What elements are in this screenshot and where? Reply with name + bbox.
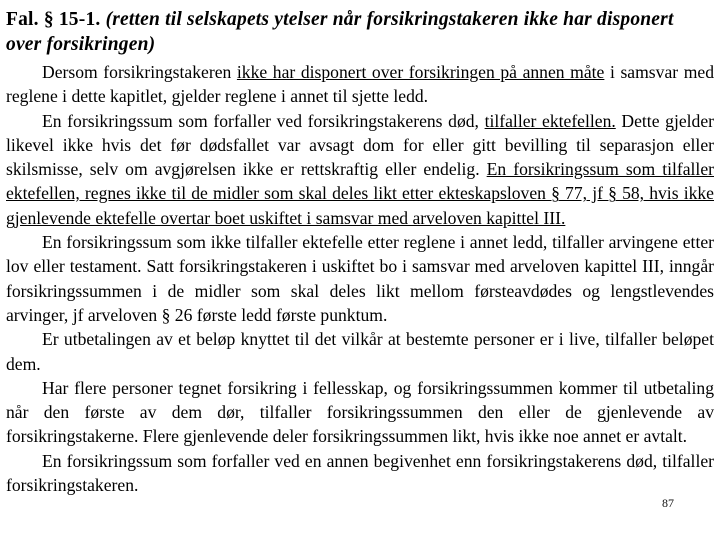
page-number: 87	[662, 496, 674, 510]
document-page	[6, 0, 714, 497]
section-number: Fal. § 15-1.	[6, 9, 101, 30]
underlined-text: tilfaller ektefellen.	[484, 110, 616, 131]
underlined-text: ikke har disponert over forsikringen på annen måte	[236, 62, 605, 82]
paragraph-6: En forsikringssum som forfaller ved en annen begivenhet enn forsikringstakerens død, tilfaller forsikringstakeren.	[6, 450, 714, 496]
paragraph-text: i samsvar med reglene i dette kapitlet, gjelder reglene i annet til sjette ledd.	[6, 62, 714, 107]
paragraph-4: Er utbetalingen av et beløp knyttet til det vilkår at bestemte personer er i live, tilfaller beløpet dem.	[6, 329, 714, 374]
section-title: (retten til selskapets ytelser når forsikringstakeren ikke har disponert over forsikringen)	[6, 9, 674, 55]
paragraph-text: En forsikringssum som forfaller ved forsikringstakerens død,	[42, 110, 485, 131]
paragraph-2	[6, 109, 714, 230]
paragraph-1	[6, 60, 714, 109]
section-heading	[6, 7, 714, 57]
section-body	[6, 60, 714, 497]
paragraph-3: En forsikringssum som ikke tilfaller ektefelle etter reglene i annet ledd, tilfaller arvingene etter lov eller testament. Satt forsikringstakeren i uskiftet bo i samsvar med arveloven kapittel III, inngår forsikringssummen i de midler som skal deles likt mellom førsteavdødes og lengstlevendes arvinger, jf arveloven § 26 første ledd første punktum.	[6, 232, 714, 325]
underlined-text: En forsikringssum som tilfaller ektefellen, regnes ikke til de midler som skal deles likt etter ekteskapsloven § 77, jf § 58, hvis ikke gjenlevende ektefelle overtar boet uskiftet i samsvar med arveloven kapittel III.	[6, 159, 714, 228]
paragraph-5: Har flere personer tegnet forsikring i fellesskap, og forsikringssummen kommer til utbetaling når den første av dem dør, tilfaller forsikringssummen den eller de gjenlevende av forsikringstakerne. Flere gjenlevende deler forsikringssummen likt, hvis ikke noe annet er avtalt.	[6, 377, 714, 447]
paragraph-text: Dette gjelder likevel ikke hvis det før dødsfallet var avsagt dom for eller gitt bevilling til separasjon eller skilsmisse, selv om avgjørelsen ikke er rettskraftig eller endelig.	[6, 110, 714, 180]
paragraph-text: Dersom forsikringstakeren	[42, 62, 237, 82]
